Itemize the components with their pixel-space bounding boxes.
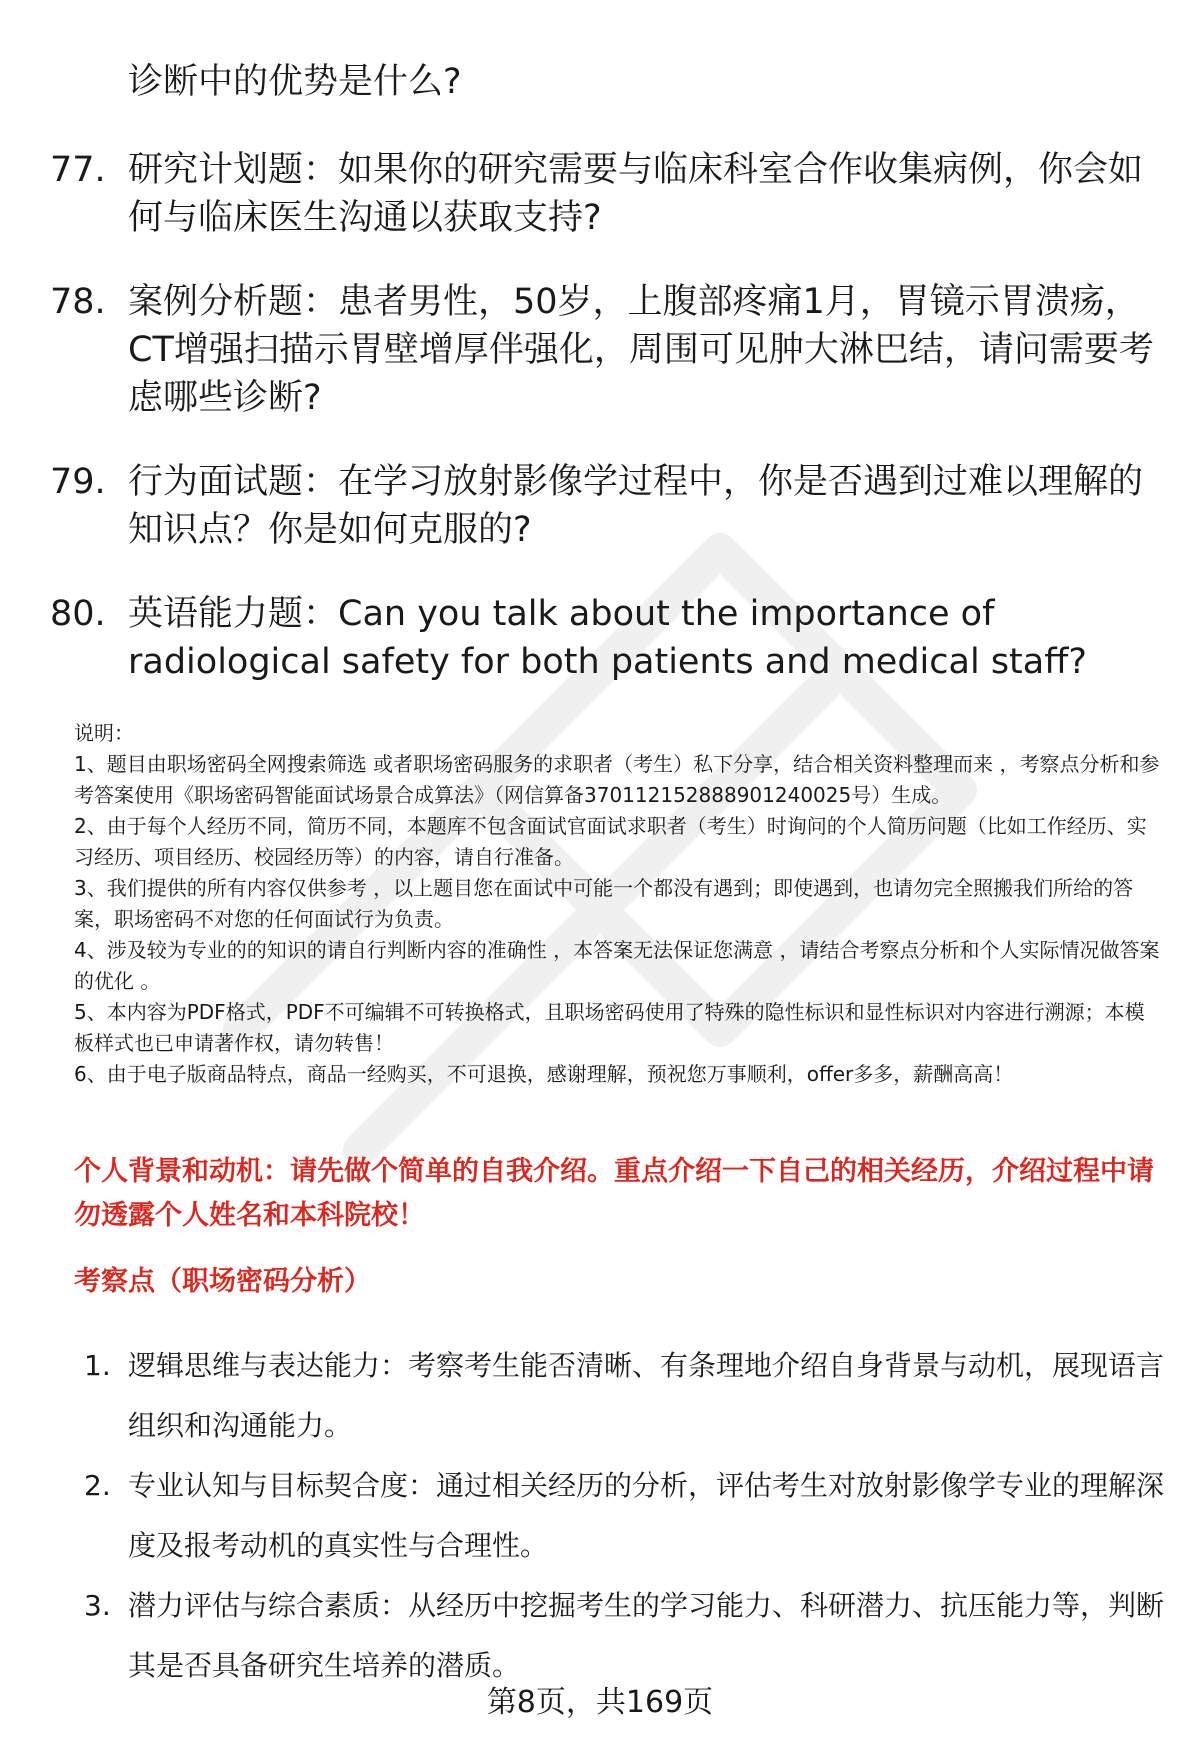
- point-number: 3.: [84, 1589, 111, 1622]
- note-item: 5、本内容为PDF格式，PDF不可编辑不可转换格式，且职场密码使用了特殊的隐性标识和显性标识对内容进行溯源；本模板样式也已申请著作权，请勿转售！: [74, 1000, 1145, 1055]
- question-78: [50, 278, 1160, 422]
- note-item: 1、题目由职场密码全网搜索筛选 或者职场密码服务的求职者（考生）私下分享，结合相关资料整理而来 ，考察点分析和参考答案使用《职场密码智能面试场景合成算法》（网信算备370112152888901240025号）生成。: [74, 752, 1160, 807]
- question-text: 研究计划题：如果你的研究需要与临床科室合作收集病例，你会如何与临床医生沟通以获取支持?: [128, 150, 1144, 238]
- analysis-point: [84, 1336, 1164, 1456]
- section-title: 个人背景和动机：请先做个简单的自我介绍。重点介绍一下自己的相关经历，介绍过程中请勿透露个人姓名和本科院校！: [74, 1156, 1154, 1231]
- question-number: 77.: [50, 150, 106, 190]
- question-76-continuation: 诊断中的优势是什么?: [128, 62, 462, 102]
- note-item: 6、由于电子版商品特点，商品一经购买，不可退换，感谢理解，预祝您万事顺利，offer多多，薪酬高高！: [74, 1062, 1014, 1086]
- question-number: 79.: [50, 462, 106, 502]
- question-number: 80.: [50, 594, 106, 634]
- analysis-point: [84, 1576, 1164, 1696]
- question-text: 案例分析题：患者男性，50岁，上腹部疼痛1月，胃镜示胃溃疡，CT增强扫描示胃壁增厚伴强化，周围可见肿大淋巴结，请问需要考虑哪些诊断?: [128, 282, 1154, 418]
- notes-heading: 说明：: [74, 721, 134, 745]
- question-79: [50, 458, 1160, 554]
- point-text: 逻辑思维与表达能力：考察考生能否清晰、有条理地介绍自身背景与动机，展现语言组织和沟通能力。: [128, 1349, 1165, 1442]
- analysis-point: [84, 1456, 1164, 1576]
- question-77: [50, 146, 1160, 242]
- point-number: 2.: [84, 1469, 111, 1502]
- point-text: 专业认知与目标契合度：通过相关经历的分析，评估考生对放射影像学专业的理解深度及报考动机的真实性与合理性。: [128, 1469, 1165, 1562]
- page-number: 第8页，共169页: [486, 1685, 714, 1720]
- analysis-points: [84, 1336, 1164, 1696]
- note-item: 4、涉及较为专业的的知识的请自行判断内容的准确性 ，本答案无法保证您满意 ，请结合考察点分析和个人实际情况做答案的优化 。: [74, 938, 1160, 993]
- question-text: 英语能力题：Can you talk about the importance of radiological safety for both patients and medical staff?: [128, 594, 1087, 682]
- question-list: [50, 58, 1160, 722]
- question-number: 78.: [50, 282, 106, 322]
- note-item: 2、由于每个人经历不同，简历不同，本题库不包含面试官面试求职者（考生）时询问的个人简历问题（比如工作经历、实习经历、项目经历、校园经历等）的内容，请自行准备。: [74, 814, 1147, 869]
- notes-section: [74, 718, 1164, 1090]
- note-item: 3、我们提供的所有内容仅供参考 ，以上题目您在面试中可能一个都没有遇到；即使遇到，也请勿完全照搬我们所给的答案，职场密码不对您的任何面试行为负责。: [74, 876, 1134, 931]
- point-text: 潜力评估与综合素质：从经历中挖掘考生的学习能力、科研潜力、抗压能力等，判断其是否具备研究生培养的潜质。: [128, 1589, 1165, 1682]
- section-subtitle: 考察点（职场密码分析）: [74, 1266, 371, 1297]
- question-80: [50, 590, 1160, 686]
- point-number: 1.: [84, 1349, 111, 1382]
- question-text: 行为面试题：在学习放射影像学过程中，你是否遇到过难以理解的知识点？你是如何克服的?: [128, 462, 1144, 550]
